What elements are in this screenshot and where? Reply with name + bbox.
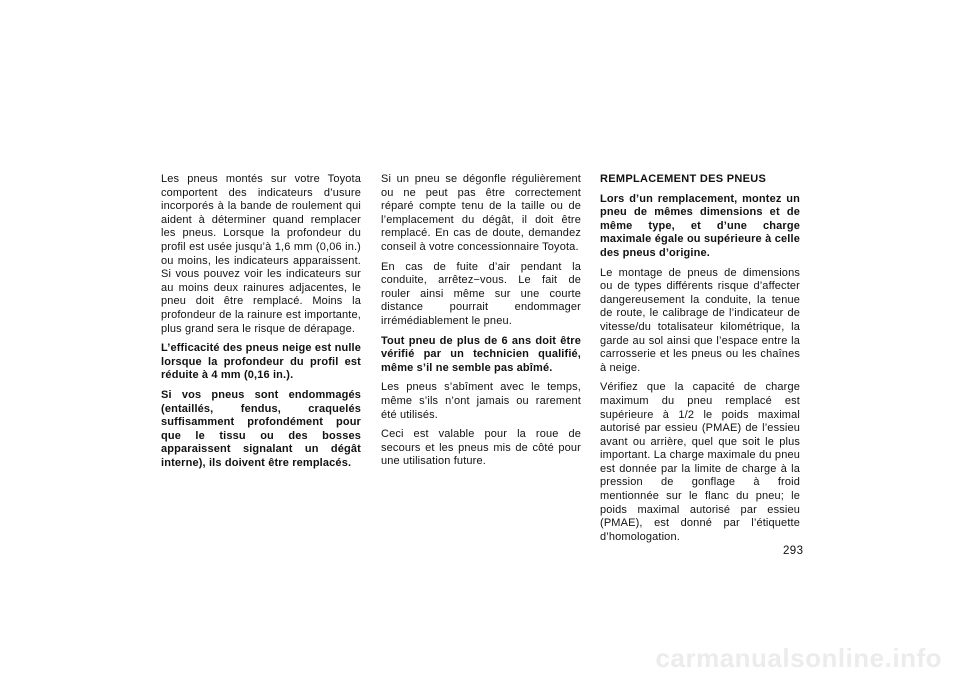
damaged-tire-warning: Si vos pneus sont endommagés (entaillés, fendus, craquelés suffisamment profondément pour que le tissu ou des bosses apparaissent signalant un dégât interne), ils doivent être remplacés. <box>161 388 361 469</box>
page-number: 293 <box>783 545 804 557</box>
air-leak-paragraph: En cas de fuite d’air pendant la conduite, arrêtez−vous. Le fait de rouler ainsi même sur une courte distance pourrait endommager irrémédiablement le pneu. <box>381 260 581 327</box>
left-column <box>161 173 361 476</box>
section-heading: REMPLACEMENT DES PNEUS <box>600 173 767 185</box>
watermark: carmanualsonline.info <box>655 643 942 673</box>
tire-aging-paragraph: Les pneus s’abîment avec le temps, même s’ils n’ont jamais ou rarement été utilisés. <box>381 381 581 421</box>
replacement-warning: Lors d’un remplacement, montez un pneu de mêmes dimensions et de même type, et d’une charge maximale égale ou supérieure à celle des pneus d’origine. <box>600 192 800 259</box>
snow-tire-warning: L’efficacité des pneus neige est nulle lorsque la profondeur du profil est réduite à 4 mm (0,16 in.). <box>161 342 361 382</box>
middle-column <box>381 173 581 475</box>
tread-wear-indicators-paragraph: Les pneus montés sur votre Toyota comportent des indicateurs d’usure incorporés à la bande de roulement qui aident à déterminer quand remplacer les pneus. Lorsque la profondeur du profil est usée jusqu’à 1,6 mm (0,06 in.) ou moins, les indicateurs apparaissent. Si vous pouvez voir les indicateurs sur au moins deux rainures adjacentes, le pneu doit être remplacé. Moins la profondeur de la rainure est importante, plus grand sera le risque de dérapage. <box>161 173 361 335</box>
mismatched-tires-paragraph: Le montage de pneus de dimensions ou de types différents risque d’affecter dangereusement la conduite, la tenue de route, le calibrage de l’indicateur de vitesse/du totalisateur kilométrique, la garde au sol ainsi que l’espace entre la carrosserie et les pneus ou les chaînes à neige. <box>600 266 800 374</box>
right-column <box>600 173 800 550</box>
spare-tire-paragraph: Ceci est valable pour la roue de secours et les pneus mis de côté pour une utilisation future. <box>381 428 581 468</box>
load-capacity-paragraph: Vérifiez que la capacité de charge maximum du pneu remplacé est supérieure à 1/2 le poids maximal autorisé par essieu (PMAE) de l’essieu avant ou arrière, quel que soit le plus important. La charge maximale du pneu est donnée par la limite de charge à la pression de gonflage à froid mentionnée sur le flanc du pneu; le poids maximal autorisé par essieu (PMAE), est donné par l’étiquette d’homologation. <box>600 381 800 543</box>
deflating-tire-paragraph: Si un pneu se dégonfle régulièrement ou ne peut pas être correctement réparé compte tenu de la taille ou de l’emplacement du dégât, il doit être remplacé. En cas de doute, demandez conseil à votre concessionnaire Toyota. <box>381 173 581 253</box>
six-year-tire-warning: Tout pneu de plus de 6 ans doit être vérifié par un technicien qualifié, même s’il ne semble pas abîmé. <box>381 334 581 374</box>
